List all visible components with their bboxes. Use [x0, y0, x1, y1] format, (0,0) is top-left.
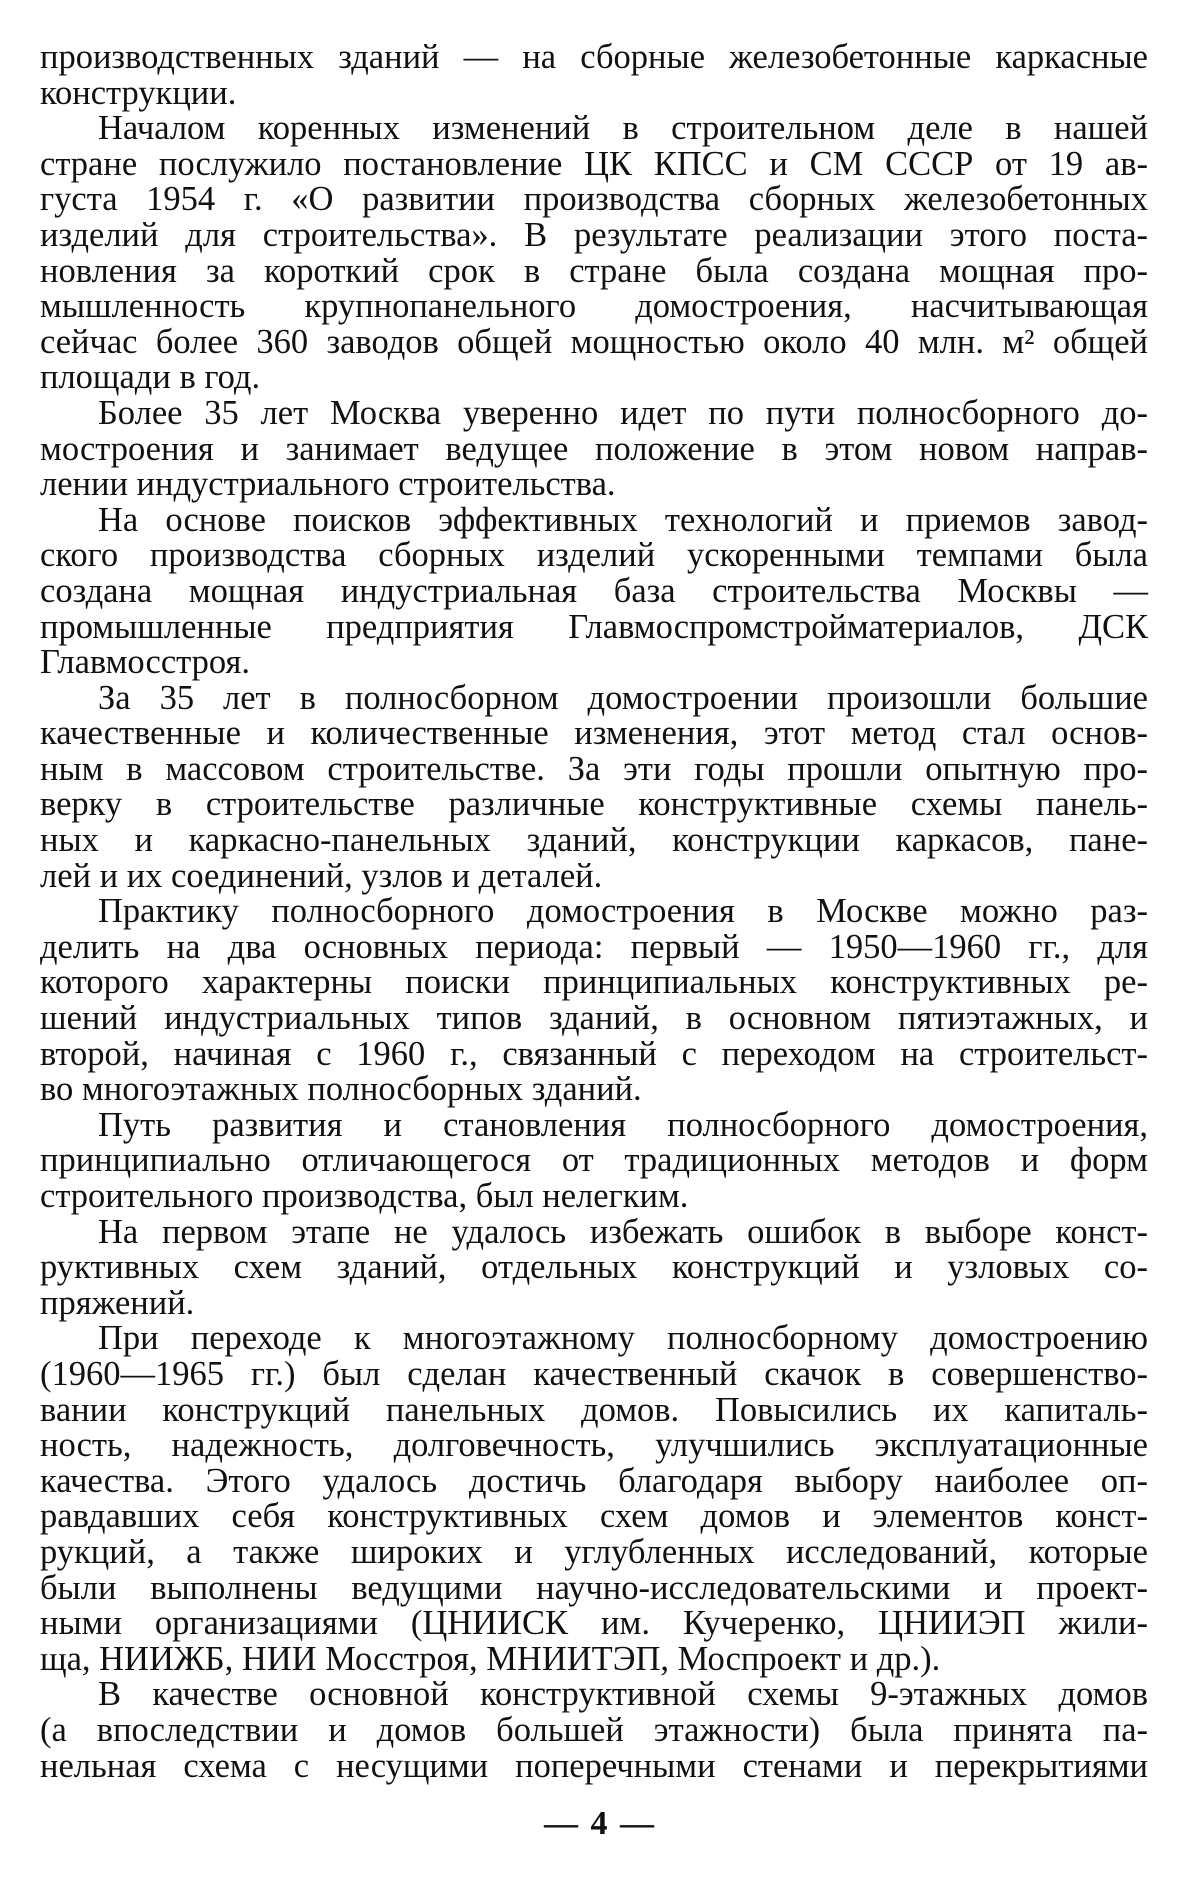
text-line: равдавших себя конструктивных схем домов и элементов конст- — [40, 1497, 1148, 1536]
text-line: качества. Этого удалось достичь благодаря выбору наиболее оп- — [40, 1461, 1148, 1500]
text-line: второй, начиная с 1960 г., связанный с переходом на строительст- — [40, 1034, 1148, 1073]
text-line: густа 1954 г. «О развитии производства сборных железобетонных — [40, 180, 1148, 219]
text-line: принципиально отличающегося от традиционных методов и форм — [40, 1141, 1148, 1180]
text-line: во многоэтажных полносборных зданий. — [40, 1070, 642, 1109]
text-line: Более 35 лет Москва уверенно идет по пути полносборного до- — [98, 393, 1148, 432]
text-line: которого характерны поиски принципиальных конструктивных ре- — [40, 963, 1148, 1002]
text-line: Путь развития и становления полносборного домостроения, — [98, 1105, 1148, 1144]
text-line: рукций, а также широких и углубленных исследований, которые — [40, 1532, 1148, 1571]
paragraph — [40, 678, 1148, 895]
paragraph — [40, 111, 1148, 396]
text-line: Практику полносборного домостроения в Москве можно раз- — [98, 892, 1148, 931]
text-line: ных и каркасно-панельных зданий, конструкции каркасов, пане- — [40, 821, 1148, 860]
text-line: изделий для строительства». В результате реализации этого поста- — [40, 215, 1148, 254]
text-line: площади в год. — [40, 358, 261, 397]
paragraph — [40, 40, 1148, 111]
text-line: были выполнены ведущими научно-исследовательскими и проект- — [40, 1568, 1148, 1607]
text-line: промышленные предприятия Главмоспромстройматериалов, ДСК — [40, 607, 1148, 646]
text-line: производственных зданий — на сборные железобетонные каркасные — [40, 38, 1148, 76]
text-line: ность, надежность, долговечность, улучшились эксплуатационные — [40, 1426, 1148, 1465]
text-line: делить на два основных периода: первый — 1950—1960 гг., для — [40, 927, 1148, 966]
paragraph — [40, 1321, 1148, 1677]
text-line: ского производства сборных изделий ускоренными темпами была — [40, 536, 1148, 575]
text-line: верку в строительстве различные конструктивные схемы панель- — [40, 785, 1148, 824]
text-line: ща, НИИЖБ, НИИ Мосстроя, МНИИТЭП, Моспроект и др.). — [40, 1639, 941, 1678]
text-line: вании конструкций панельных домов. Повысились их капиталь- — [40, 1390, 1148, 1429]
text-line: создана мощная индустриальная база строительства Москвы — — [40, 571, 1148, 610]
text-line: конструкции. — [40, 73, 237, 112]
paragraph — [40, 500, 1148, 682]
text-line: На первом этапе не удалось избежать ошибок в выборе конст- — [98, 1212, 1148, 1251]
paragraph — [40, 393, 1148, 504]
text-line: При переходе к многоэтажному полносборному домостроению — [98, 1319, 1148, 1358]
text-line: строительного производства, был нелегким. — [40, 1177, 689, 1215]
text-line: руктивных схем зданий, отдельных конструкций и узловых со- — [40, 1248, 1148, 1287]
text-line: лении индустриального строительства. — [40, 465, 616, 504]
text-line: новления за короткий срок в стране была создана мощная про- — [40, 251, 1148, 290]
text-line: Главмосстроя. — [40, 643, 250, 682]
text-line: За 35 лет в полносборном домостроении произошли большие — [98, 678, 1148, 717]
text-line: нельная схема с несущими поперечными стенами и перекрытиями — [40, 1746, 1148, 1785]
text-line: Началом коренных изменений в строительном деле в нашей — [98, 109, 1148, 148]
paragraph — [40, 1677, 1148, 1784]
text-line: мышленность крупнопанельного домостроения, насчитывающая — [40, 287, 1148, 326]
text-line: мостроения и занимает ведущее положение в этом новом направ- — [40, 429, 1148, 468]
page-number: — 4 — — [544, 1805, 656, 1842]
text-line: пряжений. — [40, 1283, 195, 1322]
text-line: (1960—1965 гг.) был сделан качественный скачок в совершенство- — [40, 1354, 1148, 1393]
text-line: лей и их соединений, узлов и деталей. — [40, 856, 603, 895]
text-line: сейчас более 360 заводов общей мощностью около 40 млн. м² общей — [40, 322, 1148, 361]
text-line: стране послужило постановление ЦК КПСС и СМ СССР от 19 ав- — [40, 144, 1148, 183]
text-line: В качестве основной конструктивной схемы 9-этажных домов — [98, 1675, 1148, 1714]
text-line: (а впоследствии и домов большей этажности) была принята па- — [40, 1710, 1148, 1749]
text-line: качественные и количественные изменения, этот метод стал основ- — [40, 714, 1148, 753]
text-line: шений индустриальных типов зданий, в основном пятиэтажных, и — [40, 999, 1148, 1038]
text-line: ным в массовом строительстве. За эти годы прошли опытную про- — [40, 749, 1148, 788]
paragraph — [40, 894, 1148, 1108]
body-text — [40, 40, 1148, 1784]
text-line: На основе поисков эффективных технологий и приемов завод- — [98, 500, 1148, 539]
paragraph — [40, 1105, 1148, 1215]
paragraph — [40, 1212, 1148, 1322]
text-line: ными организациями (ЦНИИСК им. Кучеренко, ЦНИИЭП жили- — [40, 1604, 1148, 1643]
